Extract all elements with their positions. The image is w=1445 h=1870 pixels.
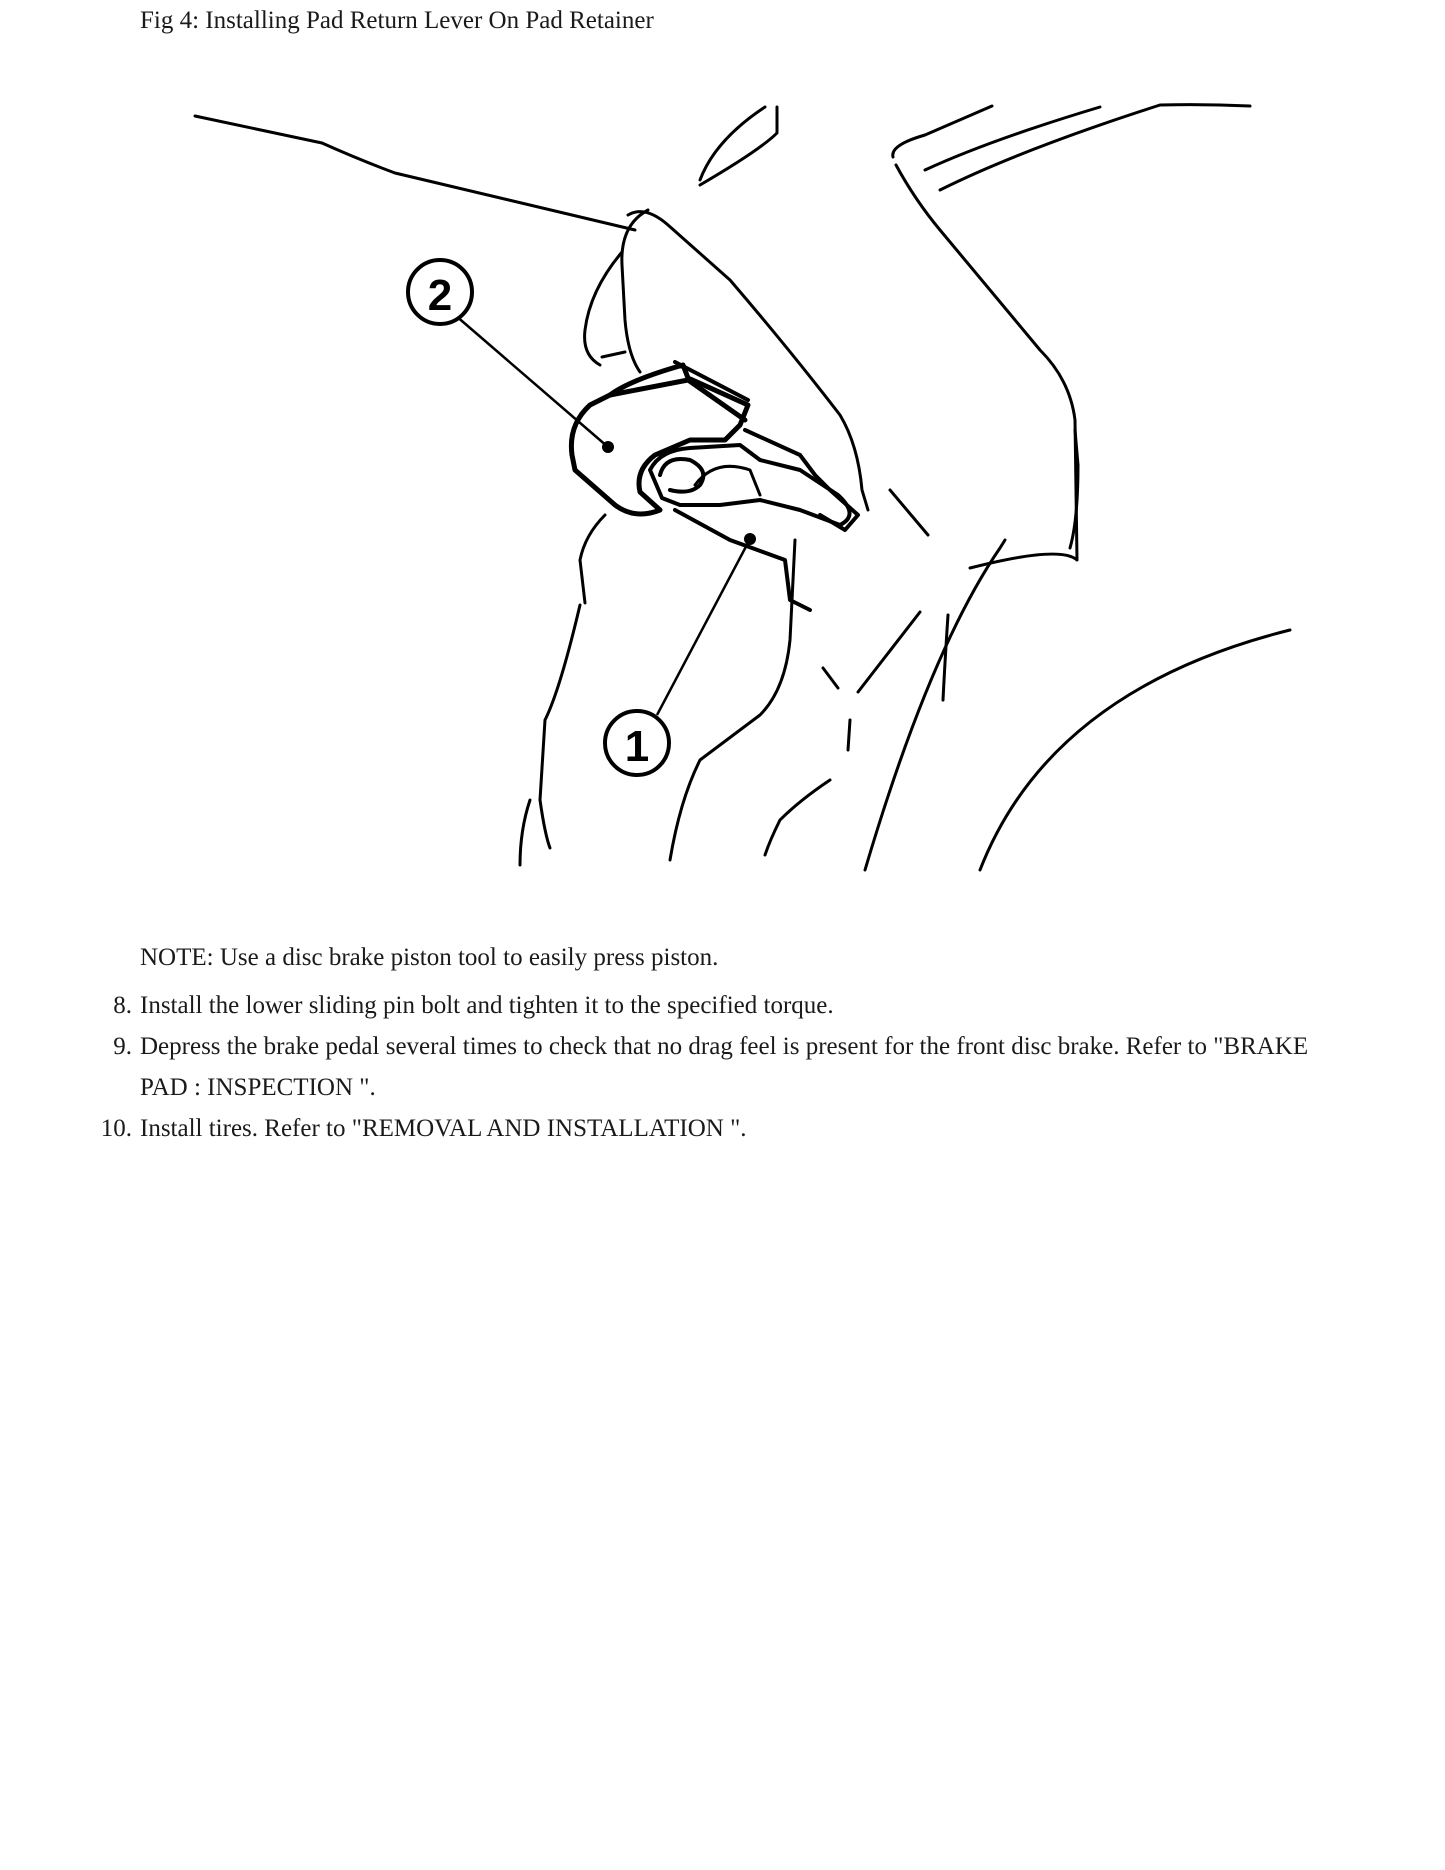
callout-2-label: 2: [427, 271, 453, 320]
list-item: [0, 985, 1320, 1026]
callout-1-label: 1: [624, 722, 650, 771]
brake-pad-illustration: [0, 0, 1445, 900]
caliper-body-outline: [195, 116, 635, 230]
pad-retainer-tab: [745, 430, 858, 530]
step-text: Depress the brake pedal several times to check that no drag feel is present for the front disc brake. Refer to "BRAKE PAD : INSPECTION ".: [140, 1033, 1309, 1101]
step-text: Install the lower sliding pin bolt and tighten it to the specified torque.: [140, 992, 834, 1019]
callout-1-leader: [657, 539, 750, 715]
illustration-svg: [0, 0, 1445, 900]
caliper-left-edge: [622, 210, 648, 372]
housing-right-outline: [893, 105, 1250, 190]
retainer-spring: [695, 466, 760, 495]
pad-retainer-loop: [660, 459, 703, 492]
bracket-upper-curve: [700, 107, 777, 185]
housing-small-dash: [890, 490, 928, 535]
bracket-dash-3: [848, 720, 850, 750]
bracket-lower-mid: [765, 780, 830, 855]
list-item: [0, 1026, 1320, 1108]
bracket-lower-left: [520, 515, 605, 865]
bracket-dash-1: [823, 668, 838, 688]
caliper-inner-edge: [585, 252, 625, 365]
callout-1-dot: [744, 533, 756, 545]
note-text: NOTE: Use a disc brake piston tool to easily press piston.: [140, 944, 719, 971]
wheel-arc: [980, 630, 1290, 870]
step-text: Install tires. Refer to "REMOVAL AND INSTALLATION ".: [140, 1115, 747, 1142]
bracket-lower-center: [670, 540, 795, 860]
housing-diagonal: [865, 540, 1005, 870]
callout-2-dot: [602, 441, 614, 453]
list-item: [0, 1108, 1320, 1149]
figure-caption: Fig 4: Installing Pad Return Lever On Pad Retainer: [140, 7, 654, 34]
step-number: 9.: [113, 1033, 132, 1060]
step-number: 8.: [113, 992, 132, 1019]
housing-right-body: [896, 165, 1077, 568]
bracket-dash-2: [858, 612, 920, 692]
procedure-steps: [0, 985, 1445, 1149]
bracket-right-line: [943, 615, 948, 700]
step-number: 10.: [100, 1115, 132, 1142]
